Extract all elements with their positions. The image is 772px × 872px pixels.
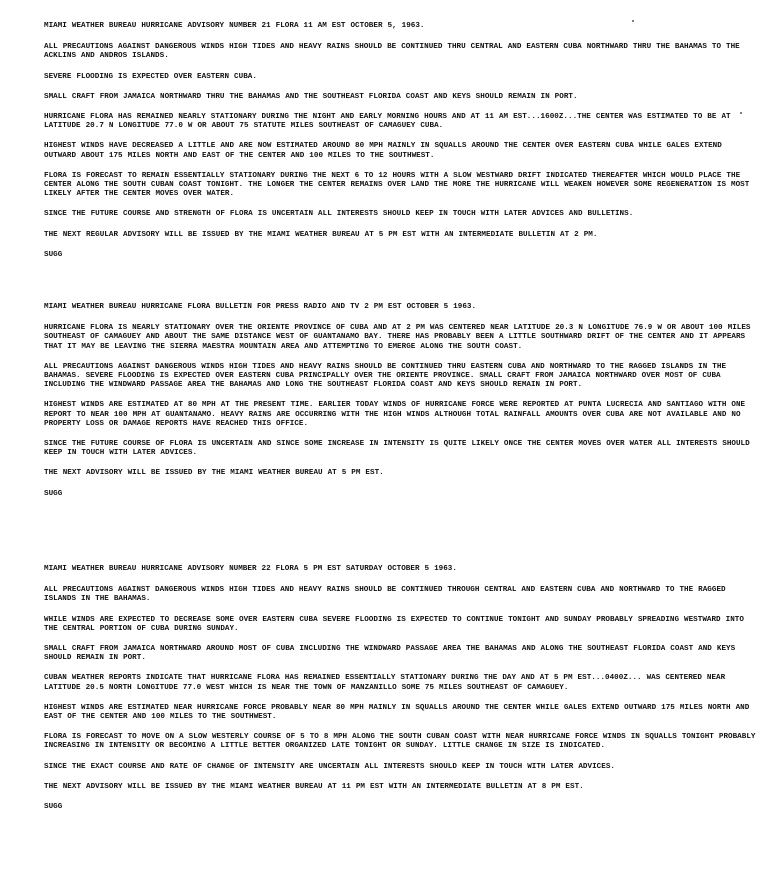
bulletin-paragraph: HURRICANE FLORA IS NEARLY STATIONARY OVER THE ORIENTE PROVINCE OF CUBA AND AT 2 PM WAS CENTERED NEAR LATITUDE 20.3 N LONGITUDE 76.9 W OR ABOUT 100 MILES SOUTHEAST OF CAMAGUEY AND ABOUT THE SAME DISTANCE WEST OF GUANTANAMO BAY. THERE HAS PROBABLY BEEN A LITTLE SOUTHWARD DRIFT OF THE CENTER AND IT APPEARS THAT IT MAY BE LEAVING THE SIERRA MAESTRA MOUNTAIN AREA AND ATTEMPTING TO EMERGE ALONG THE SOUTH COAST. <box>44 324 751 351</box>
advisory-22-signature: SUGG <box>44 803 63 812</box>
advisory-21-paragraph: HURRICANE FLORA HAS REMAINED NEARLY STATIONARY DURING THE NIGHT AND EARLY MORNING HOURS AND AT 11 AM EST...1600Z...THE CENTER WAS ESTIMATED TO BE AT LATITUDE 20.7 N LONGITUDE 77.0 W OR ABOUT 75 STATUTE MILES SOUTHEAST OF CAMAGUEY CUBA. <box>44 113 731 131</box>
advisory-22-section <box>44 565 756 812</box>
bulletin-paragraph: HIGHEST WINDS ARE ESTIMATED AT 80 MPH AT THE PRESENT TIME. EARLIER TODAY WINDS OF HURRICANE FORCE WERE REPORTED AT PUNTA LUCRECIA AND SANTIAGO WITH ONE REPORT TO NEAR 100 MPH AT GUANTANAMO. HEAVY RAINS ARE OCCURRING WITH THE HIGH WINDS ALTHOUGH TOTAL RAINFALL AMOUNTS OVER CUBA ARE NOT AVAILABLE AND NO PROPERTY LOSS OR DAMAGE REPORTS HAVE REACHED THIS OFFICE. <box>44 401 746 428</box>
advisory-21-paragraph: HIGHEST WINDS HAVE DECREASED A LITTLE AND ARE NOW ESTIMATED AROUND 80 MPH MAINLY IN SQUALLS AROUND THE CENTER OVER EASTERN CUBA WHILE GALES EXTEND OUTWARD ABOUT 175 MILES NORTH AND EAST OF THE CENTER AND 100 MILES TO THE SOUTHWEST. <box>44 142 722 160</box>
advisory-22-paragraph: WHILE WINDS ARE EXPECTED TO DECREASE SOME OVER EASTERN CUBA SEVERE FLOODING IS EXPECTED TO CONTINUE TONIGHT AND SUNDAY PROBABLY SPREADING WESTWARD INTO THE CENTRAL PORTION OF CUBA DURING SUNDAY. <box>44 615 744 633</box>
advisory-21-paragraph: THE NEXT REGULAR ADVISORY WILL BE ISSUED BY THE MIAMI WEATHER BUREAU AT 5 PM EST WITH AN INTERMEDIATE BULLETIN AT 2 PM. <box>44 230 598 239</box>
bulletin-signature: SUGG <box>44 489 63 498</box>
advisory-22-paragraph: FLORA IS FORECAST TO MOVE ON A SLOW WESTERLY COURSE OF 5 TO 8 MPH ALONG THE SOUTH CUBAN COAST WITH NEAR HURRICANE FORCE WINDS IN SQUALLS TONIGHT PROBABLY INCREASING IN INTENSITY OR BECOMING A LITTLE BETTER ORGANIZED LATE TONIGHT OR SUNDAY. LITTLE CHANGE IN SIZE IS INDICATED. <box>44 733 756 751</box>
bulletin-paragraph: THE NEXT ADVISORY WILL BE ISSUED BY THE MIAMI WEATHER BUREAU AT 5 PM EST. <box>44 469 384 478</box>
advisory-22-paragraph: THE NEXT ADVISORY WILL BE ISSUED BY THE MIAMI WEATHER BUREAU AT 11 PM EST WITH AN INTERMEDIATE BULLETIN AT 8 PM EST. <box>44 782 584 791</box>
scan-speck <box>740 112 742 114</box>
bulletin-section <box>44 303 756 499</box>
advisory-22-paragraph: ALL PRECAUTIONS AGAINST DANGEROUS WINDS HIGH TIDES AND HEAVY RAINS SHOULD BE CONTINUED THROUGH CENTRAL AND EASTERN CUBA AND NORTHWARD TO THE RAGGED ISLANDS IN THE BAHAMAS. <box>44 586 726 604</box>
advisory-22-paragraph: SINCE THE EXACT COURSE AND RATE OF CHANGE OF INTENSITY ARE UNCERTAIN ALL INTERESTS SHOULD KEEP IN TOUCH WITH LATER ADVICES. <box>44 762 615 771</box>
advisory-21-title: MIAMI WEATHER BUREAU HURRICANE ADVISORY NUMBER 21 FLORA 11 AM EST OCTOBER 5, 1963. <box>44 22 425 30</box>
advisory-22-paragraph: CUBAN WEATHER REPORTS INDICATE THAT HURRICANE FLORA HAS REMAINED ESSENTIALLY STATIONARY DURING THE DAY AND AT 5 PM EST...0400Z... WAS CENTERED NEAR LATITUDE 20.5 NORTH LONGITUDE 77.0 WEST WHICH IS NEAR THE TOWN OF MANZANILLO SOME 75 MILES SOUTHEAST OF CAMAGUEY. <box>44 674 726 692</box>
advisory-22-paragraph: HIGHEST WINDS ARE ESTIMATED NEAR HURRICANE FORCE PROBABLY NEAR 80 MPH MAINLY IN SQUALLS AROUND THE CENTER WHILE GALES EXTEND OUTWARD 175 MILES NORTH AND EAST OF THE CENTER AND 100 MILES TO THE SOUTHWEST. <box>44 703 750 722</box>
advisory-22-paragraph: SMALL CRAFT FROM JAMAICA NORTHWARD AROUND MOST OF CUBA INCLUDING THE WINDWARD PASSAGE AREA THE BAHAMAS AND ALONG THE SOUTHEAST FLORIDA COAST AND KEYS SHOULD REMAIN IN PORT. <box>44 645 736 663</box>
bulletin-paragraph: ALL PRECAUTIONS AGAINST DANGEROUS WINDS HIGH TIDES AND HEAVY RAINS SHOULD BE CONTINUED THRU EASTERN CUBA AND NORTHWARD TO THE RAGGED ISLANDS IN THE BAHAMAS. SEVERE FLOODING IS EXPECTED OVER EASTERN CUBA PRINCIPALLY OVER THE ORIENTE PROVINCE. SMALL CRAFT FROM JAMAICA NORTHWARD OVER MOST OF CUBA INCLUDING THE WINDWARD PASSAGE AREA THE BAHAMAS AND LONG THE SOUTHEAST FLORIDA COAST AND KEYS SHOULD REMAIN IN PORT. <box>44 362 727 390</box>
advisory-21-section <box>44 22 756 260</box>
advisory-21-signature: SUGG <box>44 250 63 259</box>
bulletin-paragraph: SINCE THE FUTURE COURSE OF FLORA IS UNCERTAIN AND SINCE SOME INCREASE IN INTENSITY IS QUITE LIKELY ONCE THE CENTER MOVES OVER WATER ALL INTERESTS SHOULD KEEP IN TOUCH WITH LATER ADVICES. <box>44 440 750 458</box>
advisory-21-paragraph: ALL PRECAUTIONS AGAINST DANGEROUS WINDS HIGH TIDES AND HEAVY RAINS SHOULD BE CONTINUED THRU CENTRAL AND EASTERN CUBA NORTHWARD THRU THE BAHAMAS TO THE ACKLINS AND ANDROS ISLANDS. <box>44 43 740 61</box>
advisory-21-paragraph: SEVERE FLOODING IS EXPECTED OVER EASTERN CUBA. <box>44 72 257 81</box>
bulletin-title: MIAMI WEATHER BUREAU HURRICANE FLORA BULLETIN FOR PRESS RADIO AND TV 2 PM EST OCTOBER 5 1963. <box>44 303 477 311</box>
advisory-21-paragraph: SMALL CRAFT FROM JAMAICA NORTHWARD THRU THE BAHAMAS AND THE SOUTHEAST FLORIDA COAST AND KEYS SHOULD REMAIN IN PORT. <box>44 92 578 101</box>
advisory-22-title: MIAMI WEATHER BUREAU HURRICANE ADVISORY NUMBER 22 FLORA 5 PM EST SATURDAY OCTOBER 5 1963. <box>44 565 457 573</box>
advisory-21-paragraph: FLORA IS FORECAST TO REMAIN ESSENTIALLY STATIONARY DURING THE NEXT 6 TO 12 HOURS WITH A SLOW WESTWARD DRIFT INDICATED THEREAFTER WHICH WOULD PLACE THE CENTER ALONG THE SOUTH CUBAN COAST TONIGHT. THE LONGER THE CENTER REMAINS OVER LAND THE MORE THE HURRICANE WILL WEAKEN HOWEVER SOME REGENERATION IS MOST LIKELY AFTER THE CENTER MOVES OVER WATER. <box>44 171 750 199</box>
advisory-21-paragraph: SINCE THE FUTURE COURSE AND STRENGTH OF FLORA IS UNCERTAIN ALL INTERESTS SHOULD KEEP IN TOUCH WITH LATER ADVICES AND BULLETINS. <box>44 210 634 219</box>
scan-speck <box>632 20 634 22</box>
